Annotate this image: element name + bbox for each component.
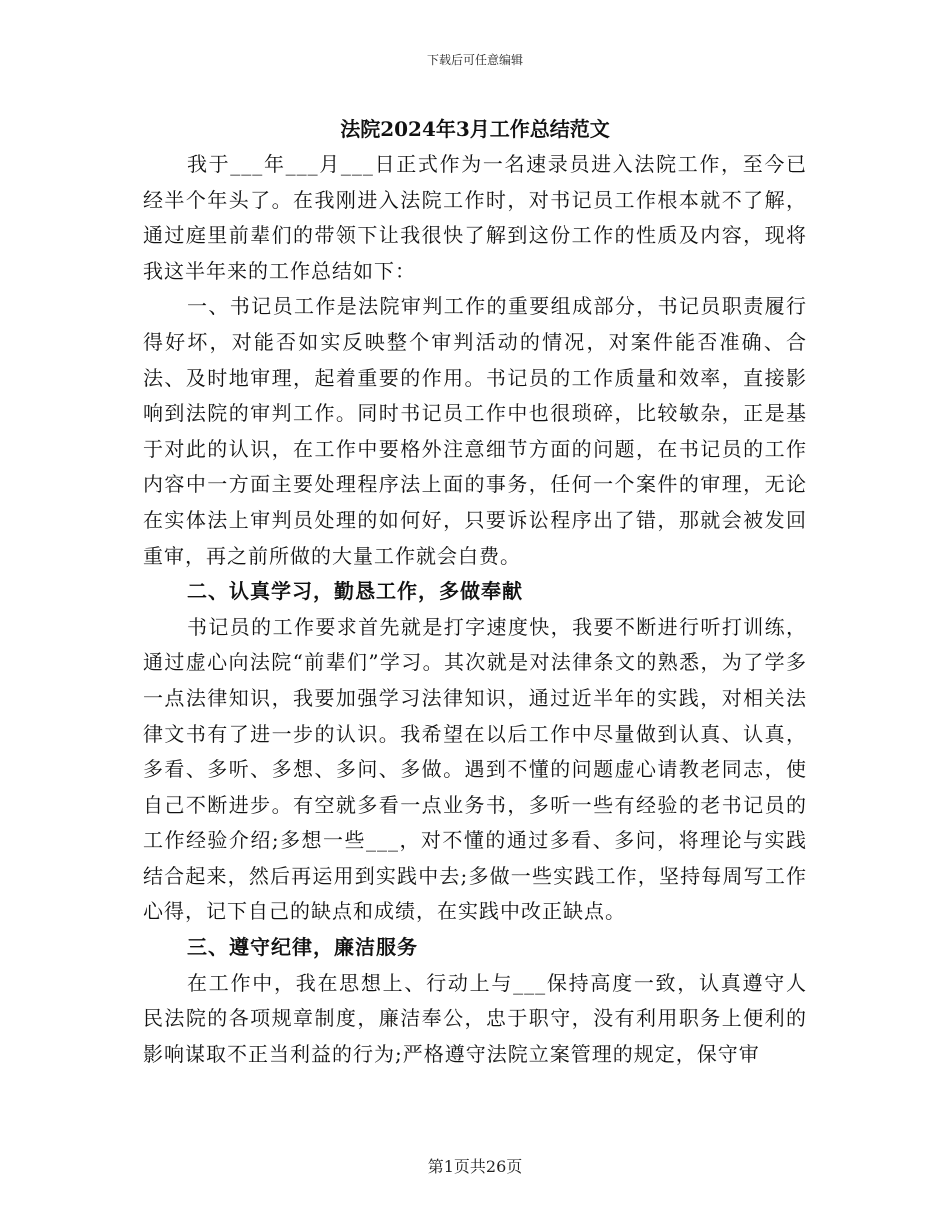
page-number: 第1页共26页 <box>427 1157 523 1176</box>
document-title: 法院2024年3月工作总结范文 <box>340 117 610 141</box>
paragraph-section-3: 在工作中，我在思想上、行动上与___保持高度一致，认真遵守人民法院的各项规章制度，廉洁奉公，忠于职守，没有利用职务上便利的影响谋取不正当利益的行为;严格遵守法院立案管理的规定，保守审 <box>143 970 807 1066</box>
paragraph-intro: 我于___年___月___日正式作为一名速录员进入法院工作，至今已经半个年头了。在我刚进入法院工作时，对书记员工作根本就不了解，通过庭里前辈们的带领下让我很快了解到这份工作的性质及内容，现将我这半年来的工作总结如下： <box>143 152 807 283</box>
paragraph-section-1: 一、书记员工作是法院审判工作的重要组成部分，书记员职责履行得好坏，对能否如实反映整个审判活动的情况，对案件能否准确、合法、及时地审理，起着重要的作用。书记员的工作质量和效率，直接影响到法院的审判工作。同时书记员工作中也很琐碎，比较敏杂，正是基于对此的认识，在工作中要格外注意细节方面的问题，在书记员的工作内容中一方面主要处理程序法上面的事务，任何一个案件的审理，无论在实体法上审判员处理的如何好，只要诉讼程序出了错，那就会被发回重审，再之前所做的大量工作就会白费。 <box>143 294 807 568</box>
section-heading-2: 二、认真学习，勤恳工作，多做奉献 <box>187 579 523 604</box>
section-heading-3: 三、遵守纪律，廉洁服务 <box>187 935 418 960</box>
paragraph-section-2: 书记员的工作要求首先就是打字速度快，我要不断进行听打训练，通过虚心向法院“前辈们”学习。其次就是对法律条文的熟悉，为了学多一点法律知识，我要加强学习法律知识，通过近半年的实践，对相关法律文书有了进一步的认识。我希望在以后工作中尽量做到认真、认真，多看、多听、多想、多问、多做。遇到不懂的问题虚心请教老同志，使自己不断进步。有空就多看一点业务书，多听一些有经验的老书记员的工作经验介绍;多想一些___，对不懂的通过多看、多问，将理论与实践结合起来，然后再运用到实践中去;多做一些实践工作，坚持每周写工作心得，记下自己的缺点和成绩，在实践中改正缺点。 <box>143 614 807 924</box>
document-body <box>143 147 807 1072</box>
page-header: 下载后可任意编辑 <box>426 53 523 67</box>
